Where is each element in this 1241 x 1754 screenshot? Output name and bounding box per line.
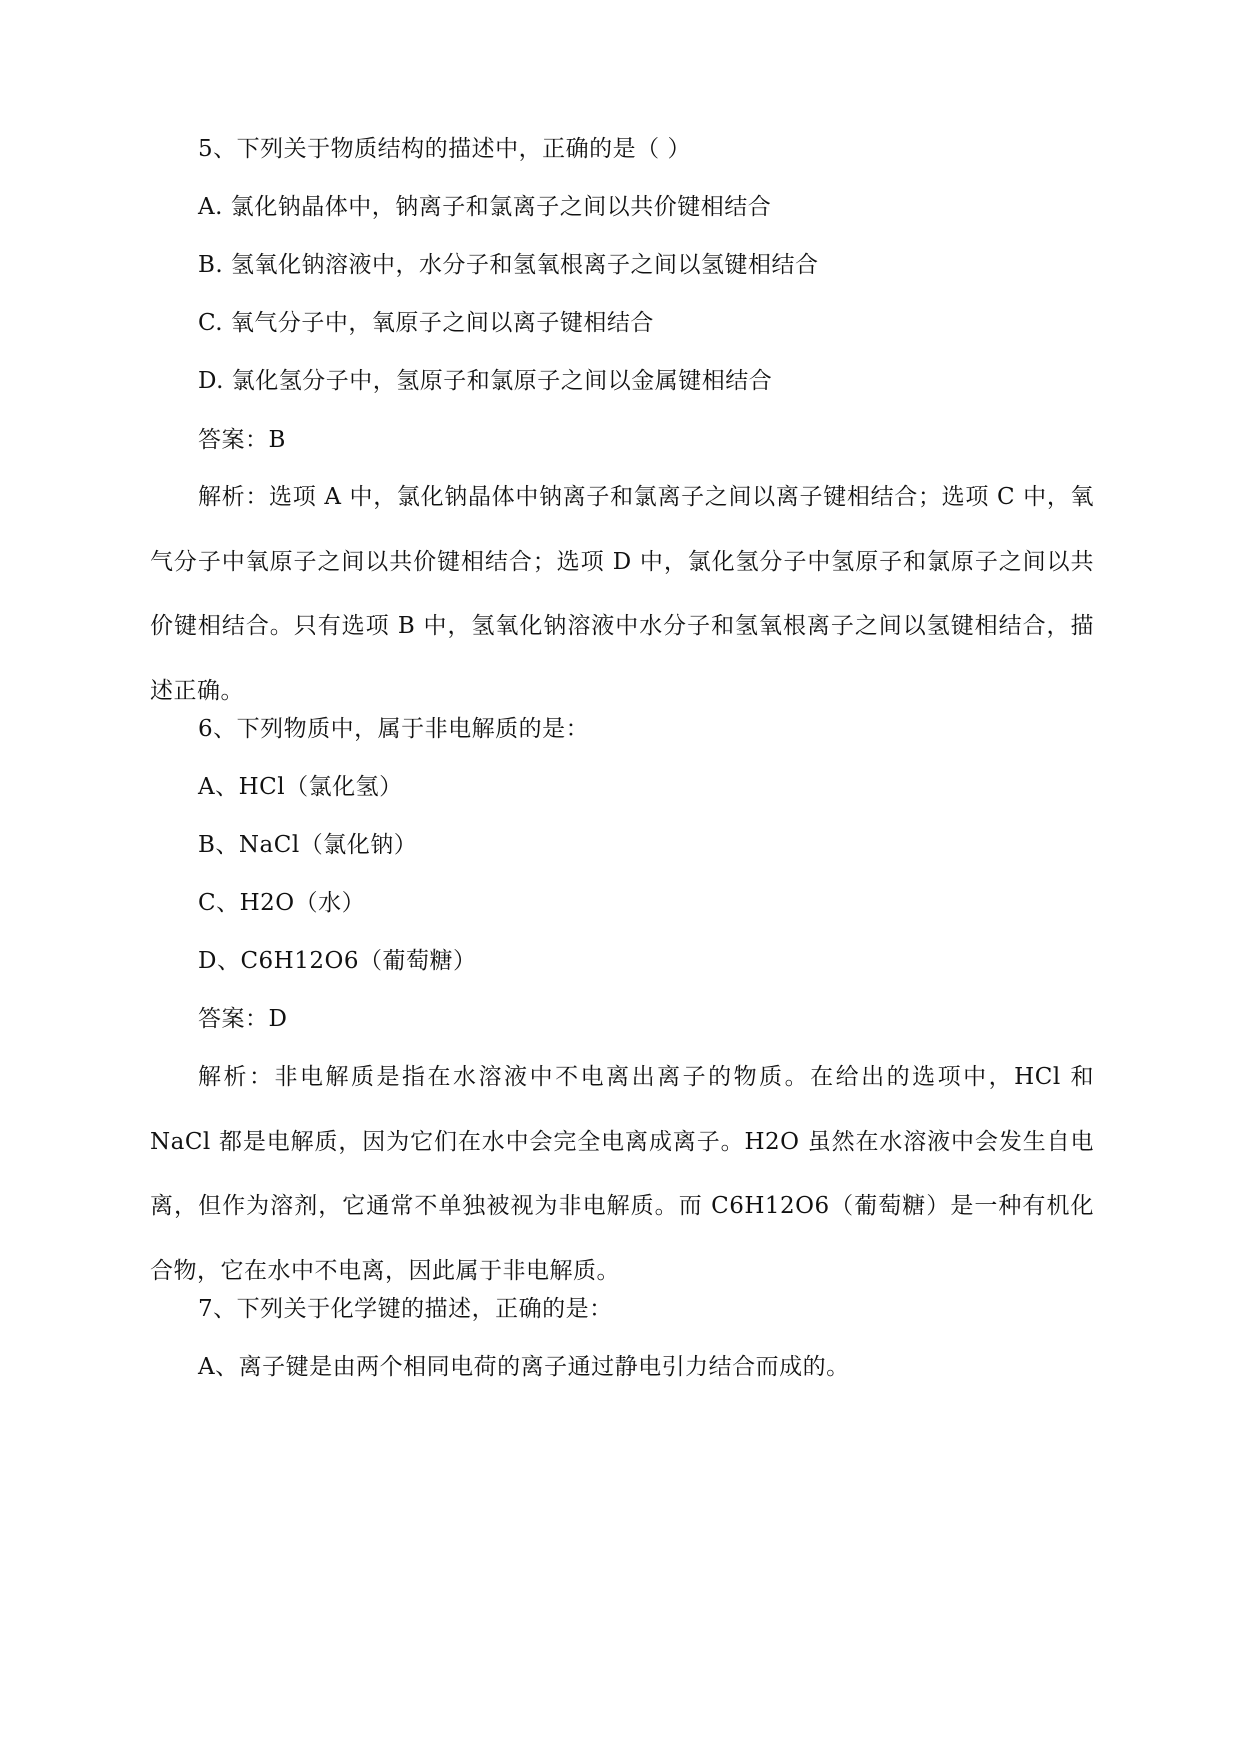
q7-option-a: A、离子键是由两个相同电荷的离子通过静电引力结合而成的。 [198, 1354, 850, 1380]
q5-option-b: B. 氢氧化钠溶液中，水分子和氢氧根离子之间以氢键相结合 [198, 252, 819, 278]
q6-answer: 答案：D [198, 1006, 288, 1032]
q5-option-a: A. 氯化钠晶体中，钠离子和氯离子之间以共价键相结合 [198, 194, 772, 220]
q6-option-b: B、NaCl（氯化钠） [198, 832, 418, 858]
question-7: 7、下列关于化学键的描述，正确的是： [198, 1296, 613, 1322]
q6-option-d: D、C6H12O6（葡萄糖） [198, 948, 477, 974]
q5-option-d: D. 氯化氢分子中，氢原子和氯原子之间以金属键相结合 [198, 368, 773, 394]
question-6: 6、下列物质中，属于非电解质的是： [198, 716, 590, 742]
q5-answer: 答案：B [198, 427, 286, 453]
q5-analysis: 解析：选项 A 中，氯化钠晶体中钠离子和氯离子之间以离子键相结合；选项 C 中，氧气分子中氧原子之间以共价键相结合；选项 D 中，氯化氢分子中氢原子和氯原子之间以共价键相结合。只有选项 B 中，氢氧化钠溶液中水分子和氢氧根离子之间以氢键相结合，描述正确。 [150, 484, 1094, 704]
q5-option-c: C. 氧气分子中，氧原子之间以离子键相结合 [198, 310, 654, 336]
q6-analysis: 解析：非电解质是指在水溶液中不电离出离子的物质。在给出的选项中，HCl 和 NaCl 都是电解质，因为它们在水中会完全电离成离子。H2O 虽然在水溶液中会发生自电离，但作为溶剂，它通常不单独被视为非电解质。而 C6H12O6（葡萄糖）是一种有机化合物，它在水中不电离，因此属于非电解质。 [150, 1064, 1094, 1284]
q6-option-a: A、HCl（氯化氢） [198, 774, 403, 800]
question-5: 5、下列关于物质结构的描述中，正确的是（ ） [198, 136, 691, 162]
q6-option-c: C、H2O（水） [198, 890, 366, 916]
